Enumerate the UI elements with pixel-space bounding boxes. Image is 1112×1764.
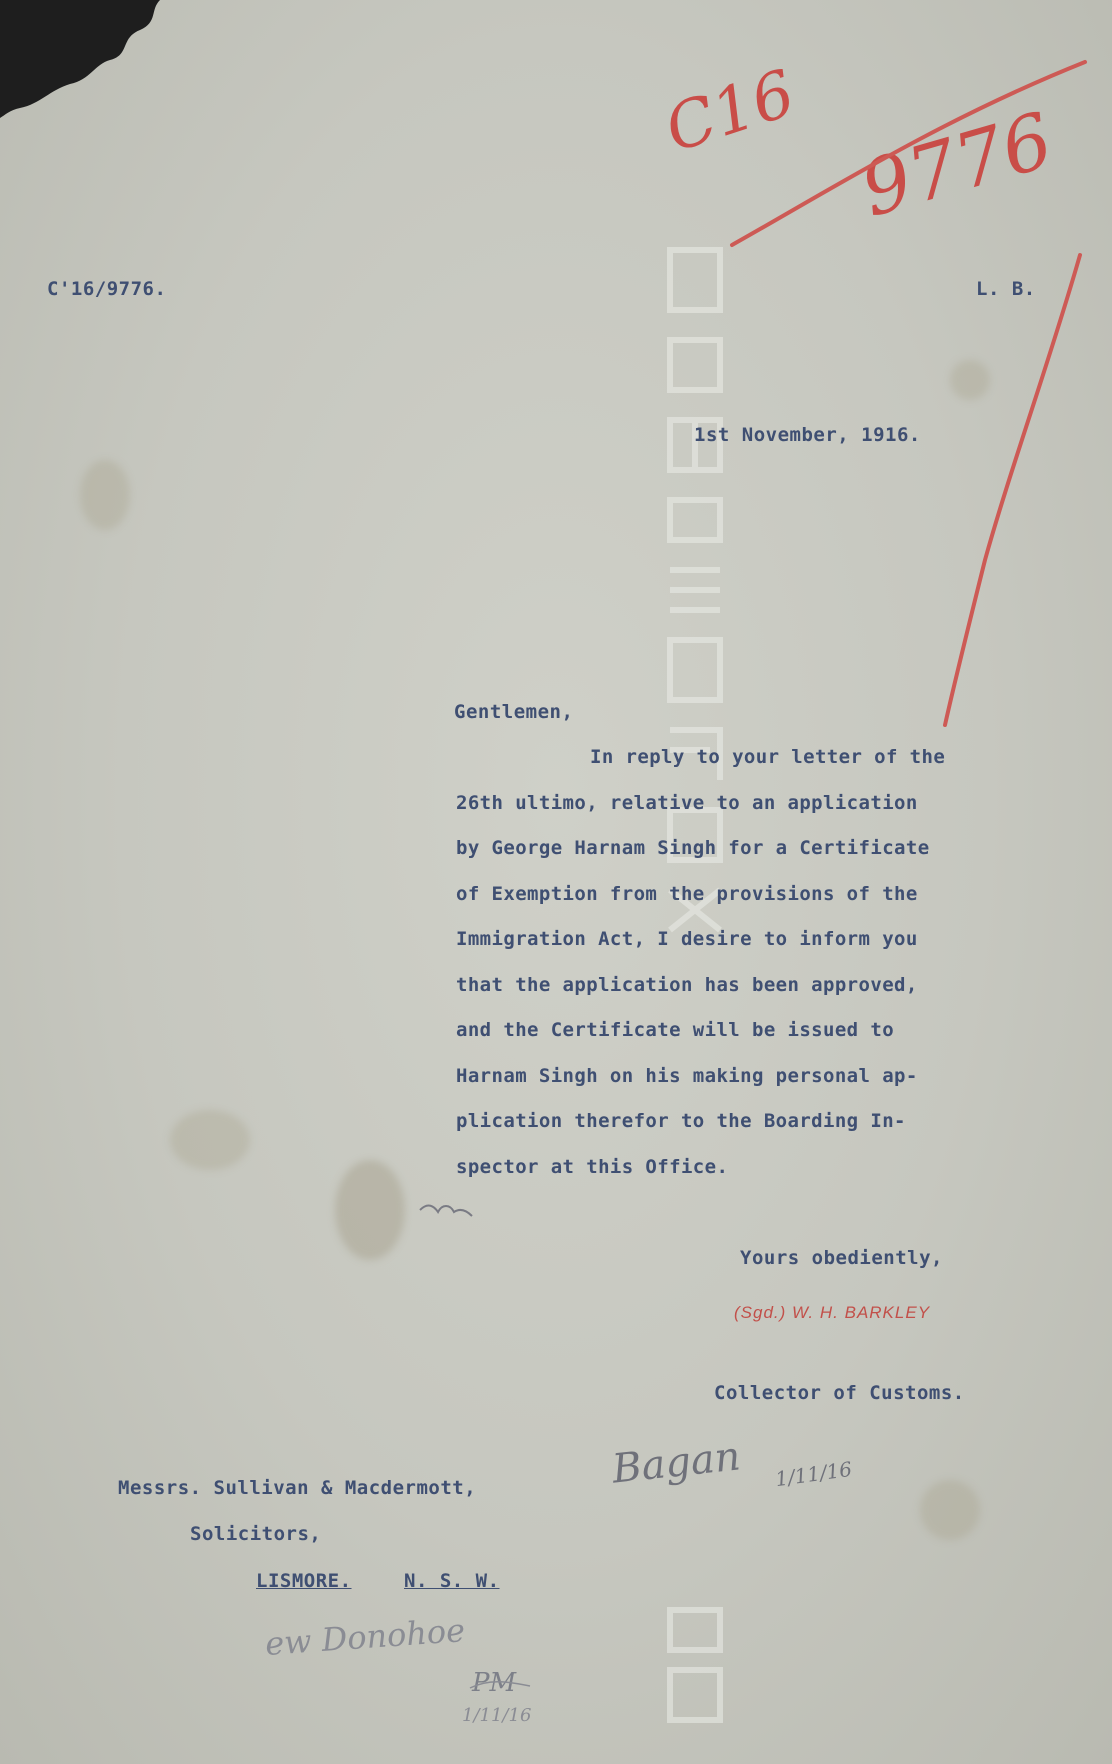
stain [80,460,130,530]
body-line: Immigration Act, I desire to inform you [456,928,918,950]
pencil-check-mark [420,1206,472,1216]
body-line: of Exemption from the provisions of the [456,883,918,905]
body-line: 26th ultimo, relative to an application [456,792,918,814]
file-reference: C'16/9776. [47,278,167,300]
addressee-role: Solicitors, [190,1523,322,1545]
body-line: Harnam Singh on his making personal ap- [456,1065,918,1087]
stain [335,1160,405,1260]
typist-initials: L. B. [976,278,1036,300]
addressee-name: Messrs. Sullivan & Macdermott, [118,1477,477,1499]
stain [920,1480,980,1540]
body-line: In reply to your letter of the [590,746,946,768]
signature-stamp: (Sgd.) W. H. BARKLEY [734,1303,931,1322]
pencil-initials: PM [472,1668,517,1698]
pencil-note-annotation: ew Donohoe [263,1611,467,1663]
closing: Yours obediently, [740,1247,943,1269]
body-line: plication therefor to the Boarding In- [456,1110,906,1132]
stain [950,360,990,400]
pencil-date-annotation: 1/11/16 [773,1456,854,1492]
body-line: spector at this Office. [456,1156,729,1178]
stain [170,1110,250,1170]
addressee-state: N. S. W. [404,1570,500,1592]
torn-corner [0,0,170,120]
signatory-title: Collector of Customs. [714,1382,965,1404]
body-line: and the Certificate will be issued to [456,1019,895,1041]
body-line: by George Harnam Singh for a Certificate [456,837,930,859]
red-file-number-bottom: 9776 [851,95,1062,234]
body-line: that the application has been approved, [456,974,918,996]
red-file-number-top: C16 [656,56,804,168]
letter-date: 1st November, 1916. [694,424,921,446]
red-pencil-vertical-stroke [945,255,1080,725]
salutation: Gentlemen, [454,701,574,723]
addressee-town: LISMORE. [256,1570,352,1592]
pencil-name-annotation: Bagan [609,1433,743,1493]
pencil-small-date: 1/11/16 [462,1705,532,1726]
